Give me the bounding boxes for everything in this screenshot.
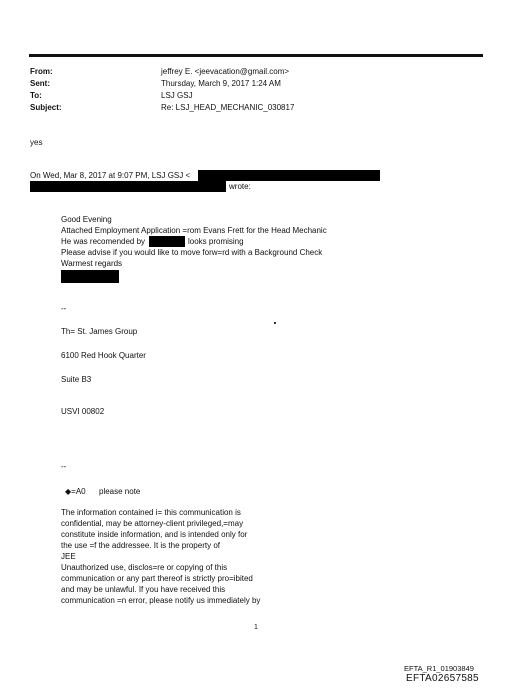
reply-text: yes [30, 138, 43, 147]
disclaimer-line: JEE [61, 552, 76, 561]
subject-value: Re: LSJ_HEAD_MECHANIC_030817 [161, 103, 295, 112]
disclaimer-line: The information contained i= this communication is [61, 508, 241, 517]
disclaimer-line: confidential, may be attorney-client privileged,=may [61, 519, 244, 528]
greeting: Good Evening [61, 215, 112, 224]
disclaimer-line: constitute inside information, and is intended only for [61, 530, 248, 539]
quote-intro: On Wed, Mar 8, 2017 at 9:07 PM, LSJ GSJ < [30, 171, 191, 180]
disclaimer-line: communication or any part thereof is strictly pro=ibited [61, 574, 253, 583]
page-number: 1 [254, 624, 258, 631]
sent-label: Sent: [30, 79, 50, 88]
subject-label: Subject: [30, 103, 62, 112]
header-rule [29, 54, 483, 57]
disclaimer-line: Unauthorized use, disclos=re or copying of this [61, 563, 228, 572]
bates-number-1: EFTA_R1_01903849 [404, 664, 474, 673]
message-line-1: Attached Employment Application =rom Evans Frett for the Head Mechanic [61, 226, 327, 235]
quote-wrote: wrote: [229, 182, 251, 191]
disclaimer-line: the use =f the addressee. It is the property of [61, 541, 220, 550]
message-line-4: Warmest regards [61, 259, 123, 268]
note-prefix: ◆=A0 [65, 487, 86, 496]
suite-line: Suite B3 [61, 375, 92, 384]
company-name: Th= St. James Group [61, 327, 138, 336]
redaction-email [198, 170, 380, 181]
bates-number-2: EFTA02657585 [406, 673, 479, 684]
signature-dash-2: -- [61, 462, 67, 471]
message-line-3: Please advise if you would like to move forw=rd with a Background Check [61, 248, 323, 257]
from-value: jeffrey E. <jeevacation@gmail.com> [161, 67, 290, 76]
redaction-name [149, 236, 185, 247]
zip-line: USVI 00802 [61, 407, 105, 416]
message-line-2b: looks promising [188, 237, 244, 246]
signature-dash-1: -- [61, 304, 67, 313]
message-line-2a: He was recomended by [61, 237, 146, 246]
disclaimer-line: communication =n error, please notify us immediately by [61, 596, 261, 605]
address-line: 6100 Red Hook Quarter [61, 351, 146, 360]
to-value: LSJ GSJ [161, 91, 193, 100]
disclaimer-line: and may be unlawful. If you have received this [61, 585, 226, 594]
note-label: please note [99, 487, 141, 496]
redaction-sender [61, 270, 119, 283]
from-label: From: [30, 67, 53, 76]
redaction-email-cont [30, 181, 226, 192]
stray-dot [274, 322, 276, 324]
to-label: To: [30, 91, 42, 100]
sent-value: Thursday, March 9, 2017 1:24 AM [161, 79, 281, 88]
